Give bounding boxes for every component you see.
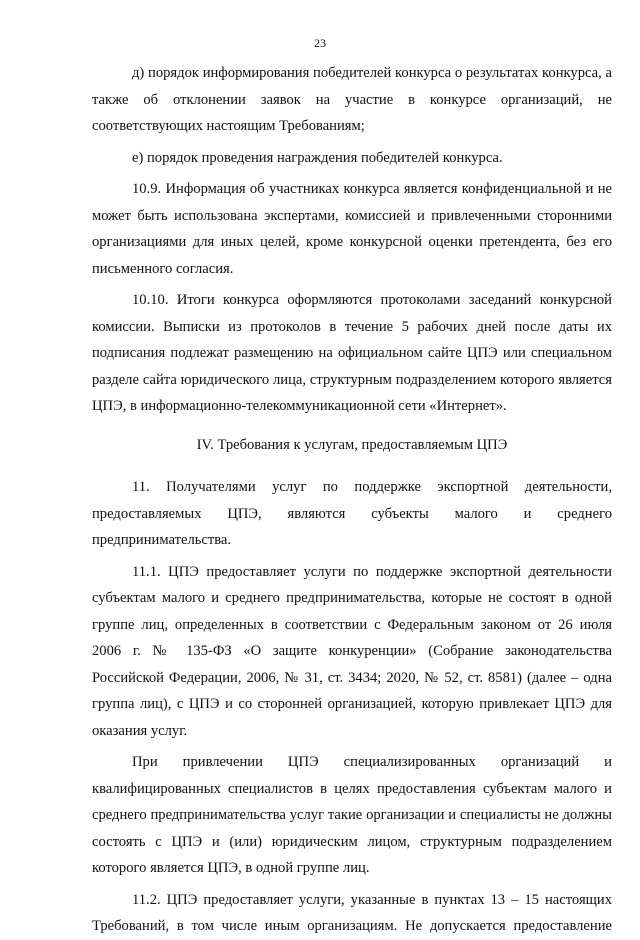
paragraph-item-e: е) порядок проведения награждения победителей конкурса. [132, 149, 503, 166]
document-body [92, 60, 612, 940]
page-number: 23 [314, 36, 326, 50]
section-heading: IV. Требования к услугам, предоставляемым ЦПЭ [196, 436, 508, 453]
paragraph-11-2: 11.2. ЦПЭ предоставляет услуги, указанные в пунктах 13 – 15 настоящих Требований, в том числе иным организациям. Не допускается предоставление [92, 891, 612, 934]
paragraph-involvement: При привлечении ЦПЭ специализированных организаций и квалифицированных специалистов в целях предоставления субъектам малого и среднего предпринимательства услуг такие организации и специалисты не должны состоять с ЦПЭ и (или) юридическим лицом, структурным подразделением которого является ЦПЭ, в одной группе лиц. [92, 754, 612, 876]
paragraph-item-d: д) порядок информирования победителей конкурса о результатах конкурса, а также об отклонении заявок на участие в конкурсе организаций, не соответствующих настоящим Требованиям; [92, 65, 612, 134]
paragraph-10-10: 10.10. Итоги конкурса оформляются протоколами заседаний конкурсной комиссии. Выписки из протоколов в течение 5 рабочих дней после даты их подписания подлежат размещению на официальном сайте ЦПЭ или специальном разделе сайта юридического лица, структурным подразделением которого является ЦПЭ, в информационно-телекоммуникационной сети «Интернет». [92, 292, 612, 414]
paragraph-11-1: 11.1. ЦПЭ предоставляет услуги по поддержке экспортной деятельности субъектам малого и среднего предпринимательства, которые не состоят в одной группе лиц, определенных в соответствии с Федеральным законом от 26 июля 2006 г. № 135-ФЗ «О защите конкуренции» (Собрание законодательства Российской Федерации, 2006, № 31, ст. 3434; 2020, № 52, ст. 8581) (далее – одна группа лиц), с ЦПЭ и со сторонней организацией, которую привлекает ЦПЭ для оказания услуг. [92, 563, 612, 739]
paragraph-10-9: 10.9. Информация об участниках конкурса является конфиденциальной и не может быть использована экспертами, комиссией и привлеченными сторонними организациями для иных целей, кроме конкурсной оценки претендента, без его письменного согласия. [92, 181, 612, 277]
paragraph-11: 11. Получателями услуг по поддержке экспортной деятельности, предоставляемых ЦПЭ, являются субъекты малого и среднего предпринимательства. [92, 479, 612, 548]
